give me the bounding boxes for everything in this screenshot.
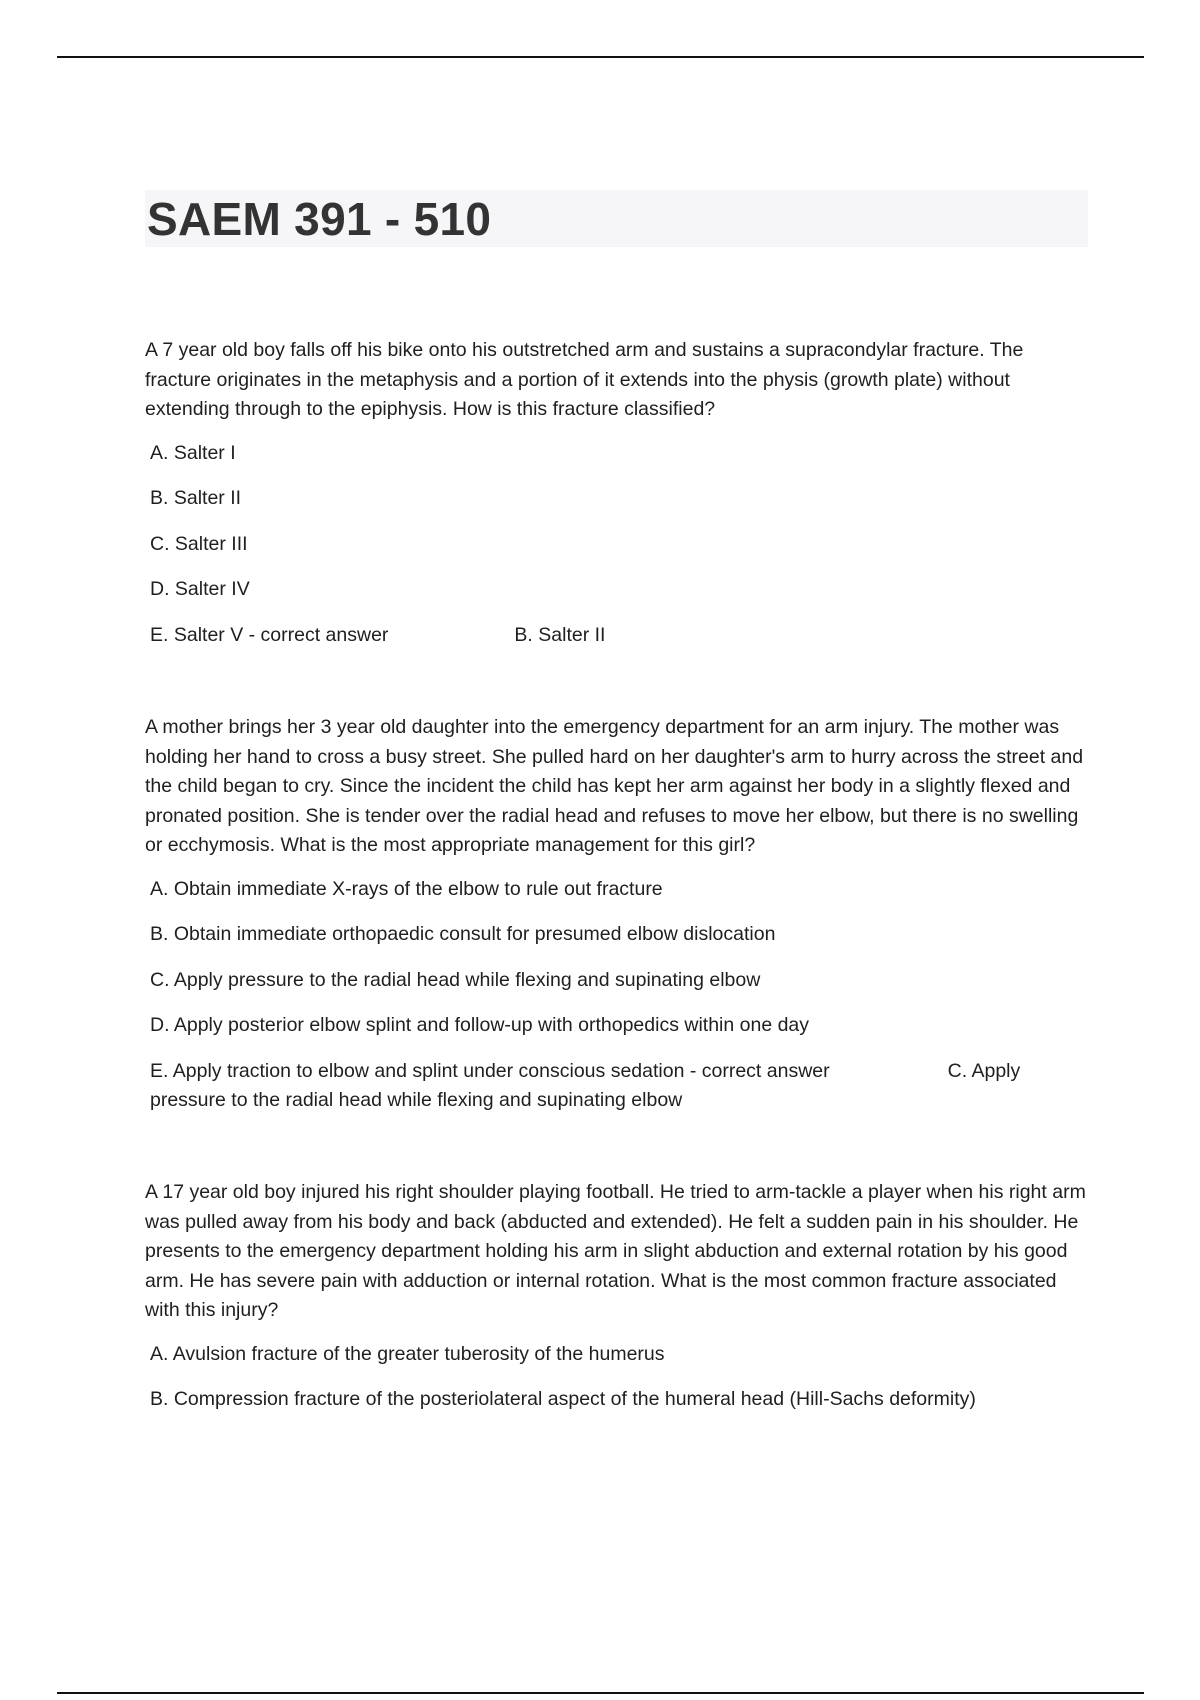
option-list — [145, 875, 1090, 1116]
option-item: D. Apply posterior elbow splint and follow-up with orthopedics within one day — [150, 1014, 810, 1036]
option-item: C. Salter III — [150, 532, 248, 555]
option-item: C. Apply pressure to the radial head while flexing and supinating elbow — [150, 968, 761, 991]
question-block — [145, 336, 1090, 650]
option-item: A. Salter I — [150, 441, 236, 464]
header-rule — [57, 56, 1144, 58]
option-item: B. Salter II — [150, 487, 242, 509]
correct-answer: B. Salter II — [514, 623, 606, 646]
question-block — [145, 1178, 1090, 1431]
option-item: D. Salter IV — [150, 578, 250, 600]
option-item: B. Compression fracture of the posteriolateral aspect of the humeral head (Hill-Sachs deformity) — [150, 1388, 976, 1410]
option-item: A. Avulsion fracture of the greater tuberosity of the humerus — [150, 1342, 665, 1365]
question-block — [145, 713, 1090, 1116]
option-item: B. Obtain immediate orthopaedic consult for presumed elbow dislocation — [150, 923, 776, 945]
option-list — [145, 439, 1090, 651]
question-stem: A 7 year old boy falls off his bike onto his outstretched arm and sustains a supracondylar fracture. The fracture originates in the metaphysis and a portion of it extends into the physis (growth plate) without extending through to the epiphysis. How is this fracture classified? — [145, 339, 1024, 420]
option-item: A. Obtain immediate X-rays of the elbow to rule out fracture — [150, 877, 663, 900]
option-text: E. Apply traction to elbow and splint under conscious sedation - correct answer — [150, 1059, 830, 1082]
footer-rule — [57, 1692, 1144, 1694]
document-title: SAEM 391 - 510 — [147, 193, 492, 245]
option-item-with-answer — [145, 1057, 1090, 1116]
option-list — [145, 1340, 1090, 1431]
correct-answer: C. Apply pressure to the radial head while flexing and supinating elbow — [150, 1059, 1021, 1111]
option-text: E. Salter V - correct answer — [150, 623, 389, 646]
option-item-with-answer — [145, 621, 1090, 651]
question-stem: A 17 year old boy injured his right shoulder playing football. He tried to arm-tackle a player when his right arm was pulled away from his body and back (abducted and extended). He felt a sudden pain in his shoulder. He presents to the emergency department holding his arm in slight abduction and external rotation by his good arm. He has severe pain with adduction or internal rotation. What is the most common fracture associated with this injury? — [145, 1181, 1086, 1321]
question-stem: A mother brings her 3 year old daughter into the emergency department for an arm injury. The mother was holding her hand to cross a busy street. She pulled hard on her daughter's arm to hurry across the street and the child began to cry. Since the incident the child has kept her arm against her body in a slightly flexed and pronated position. She is tender over the radial head and refuses to move her elbow, but there is no swelling or ecchymosis. What is the most appropriate management for this girl? — [145, 716, 1084, 856]
